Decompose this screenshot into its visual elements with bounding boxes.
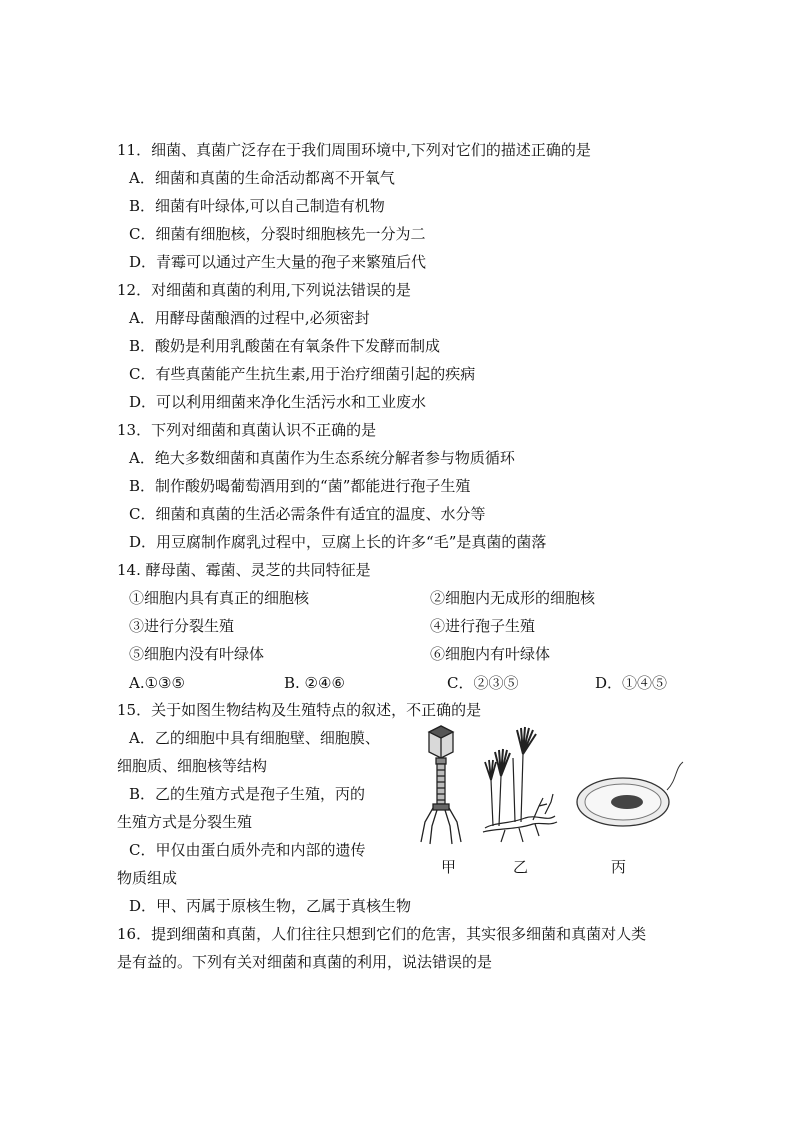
q16-stem-line1: 16．提到细菌和真菌，人们往往只想到它们的危害，其实很多细菌和真菌对人类 xyxy=(117,925,647,943)
figure-label-jia: 甲 xyxy=(441,858,457,876)
q14-statement-4: ④进行孢子生殖 xyxy=(430,617,536,635)
q15-option-c-line2: 物质组成 xyxy=(117,869,178,887)
q15-option-d: D．甲、丙属于原核生物，乙属于真核生物 xyxy=(129,897,412,915)
q11-option-d: D．青霉可以通过产生大量的孢子来繁殖后代 xyxy=(129,253,427,271)
bacterium-drawing xyxy=(577,762,683,826)
q15-option-c-line1: C．甲仅由蛋白质外壳和内部的遗传 xyxy=(129,841,366,859)
q14-statement-3: ③进行分裂生殖 xyxy=(129,617,235,635)
q13-stem: 13．下列对细菌和真菌认识不正确的是 xyxy=(117,421,377,439)
q11-stem: 11．细菌、真菌广泛存在于我们周围环境中,下列对它们的描述正确的是 xyxy=(117,141,591,159)
q14-statement-2: ②细胞内无成形的细胞核 xyxy=(430,589,596,607)
q14-statement-5: ⑤细胞内没有叶绿体 xyxy=(129,645,265,663)
bacteriophage-drawing xyxy=(421,726,461,844)
q14-option-a: A.①③⑤ xyxy=(129,674,185,692)
q14-statement-1: ①细胞内具有真正的细胞核 xyxy=(129,589,310,607)
q14-stem: 14. 酵母菌、霉菌、灵芝的共同特征是 xyxy=(117,561,371,579)
q14-statement-6: ⑥细胞内有叶绿体 xyxy=(430,645,551,663)
q14-option-c: C．②③⑤ xyxy=(447,674,519,692)
q12-option-b: B．酸奶是利用乳酸菌在有氧条件下发酵而制成 xyxy=(129,337,441,355)
q16-stem-line2: 是有益的。下列有关对细菌和真菌的利用，说法错误的是 xyxy=(117,953,493,971)
q13-option-b: B．制作酸奶喝葡萄酒用到的“菌”都能进行孢子生殖 xyxy=(129,477,471,495)
q15-option-a-line2: 细胞质、细胞核等结构 xyxy=(117,757,268,775)
q15-option-b-line2: 生殖方式是分裂生殖 xyxy=(117,813,253,831)
q13-option-a: A．绝大多数细菌和真菌作为生态系统分解者参与物质循环 xyxy=(129,449,515,467)
figure-label-bing: 丙 xyxy=(611,858,627,876)
q11-option-c: C．细菌有细胞核，分裂时细胞核先一分为二 xyxy=(129,225,426,243)
mold-drawing xyxy=(483,727,557,842)
q12-option-a: A．用酵母菌酿酒的过程中,必须密封 xyxy=(129,309,370,327)
q13-option-d: D．用豆腐制作腐乳过程中，豆腐上长的许多“毛”是真菌的菌落 xyxy=(129,533,547,551)
q15-stem: 15．关于如图生物结构及生殖特点的叙述，不正确的是 xyxy=(117,701,482,719)
q12-stem: 12．对细菌和真菌的利用,下列说法错误的是 xyxy=(117,281,411,299)
figure-label-yi: 乙 xyxy=(513,858,529,876)
q15-figure xyxy=(415,718,695,878)
q14-option-d: D．①④⑤ xyxy=(595,674,668,692)
q11-option-a: A．细菌和真菌的生命活动都离不开氧气 xyxy=(129,169,395,187)
q14-option-b: B. ②④⑥ xyxy=(284,674,345,692)
q12-option-c: C．有些真菌能产生抗生素,用于治疗细菌引起的疾病 xyxy=(129,365,476,383)
q15-option-a-line1: A．乙的细胞中具有细胞壁、细胞膜、 xyxy=(129,729,380,747)
q15-option-b-line1: B．乙的生殖方式是孢子生殖，丙的 xyxy=(129,785,366,803)
q13-option-c: C．细菌和真菌的生活必需条件有适宜的温度、水分等 xyxy=(129,505,486,523)
q12-option-d: D．可以利用细菌来净化生活污水和工业废水 xyxy=(129,393,427,411)
q11-option-b: B．细菌有叶绿体,可以自己制造有机物 xyxy=(129,197,385,215)
